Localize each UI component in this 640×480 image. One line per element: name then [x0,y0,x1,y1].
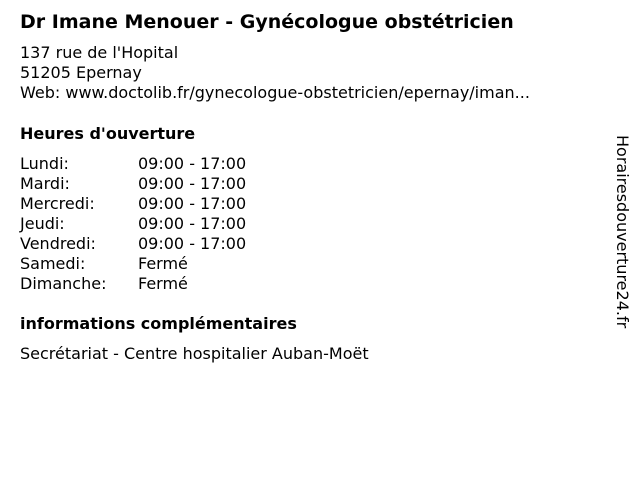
hours-day: Dimanche: [20,274,107,293]
address-city: 51205 Epernay [20,63,142,82]
info-text: Secrétariat - Centre hospitalier Auban-Moët [20,344,369,363]
hours-time: 09:00 - 17:00 [138,194,247,213]
hours-day: Jeudi: [20,214,65,233]
hours-row-mercredi [20,194,320,214]
page-title: Dr Imane Menouer - Gynécologue obstétricien [20,11,514,33]
hours-time: Fermé [138,254,188,273]
hours-row-vendredi [20,234,320,254]
hours-time: 09:00 - 17:00 [138,154,247,173]
hours-time: Fermé [138,274,188,293]
opening-hours-table [20,154,320,294]
watermark [612,135,636,345]
address-block [20,43,530,103]
hours-time: 09:00 - 17:00 [138,174,247,193]
info-heading: informations complémentaires [20,314,297,333]
address-web-link[interactable]: Web: www.doctolib.fr/gynecologue-obstetricien/epernay/iman... [20,83,530,102]
hours-heading: Heures d'ouverture [20,124,196,143]
hours-time: 09:00 - 17:00 [138,234,247,253]
hours-day: Vendredi: [20,234,96,253]
watermark-text: Horairesdouverture24.fr [613,135,632,329]
hours-day: Samedi: [20,254,86,273]
hours-day: Mercredi: [20,194,95,213]
address-street: 137 rue de l'Hopital [20,43,179,62]
hours-time: 09:00 - 17:00 [138,214,247,233]
hours-day: Mardi: [20,174,70,193]
hours-row-jeudi [20,214,320,234]
hours-row-samedi [20,254,320,274]
hours-row-lundi [20,154,320,174]
hours-row-mardi [20,174,320,194]
hours-row-dimanche [20,274,320,294]
hours-day: Lundi: [20,154,69,173]
